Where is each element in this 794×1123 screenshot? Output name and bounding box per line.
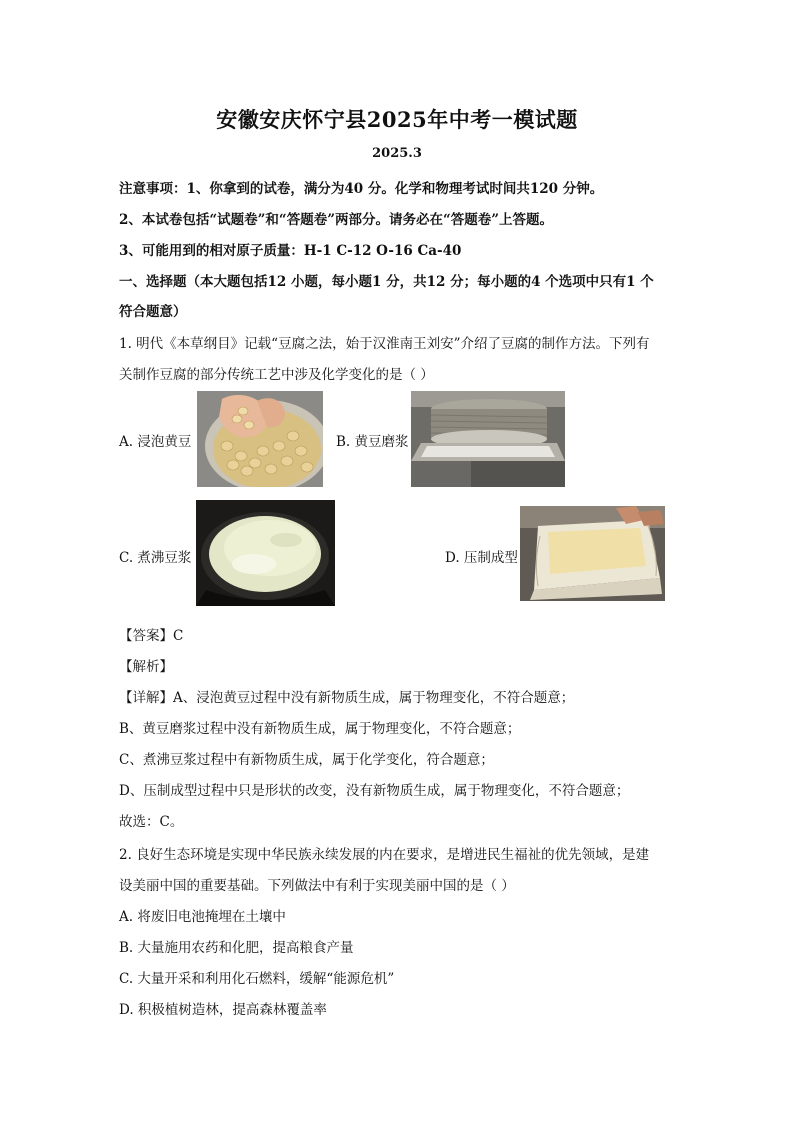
notes-line-2: 2、本试卷包括“试题卷”和“答题卷”两部分。请务必在“答题卷”上答题。 <box>119 212 553 228</box>
section-heading: 一、选择题（本大题包括12 小题，每小题1 分，共12 分；每小题的4 个选项中只有1 个 <box>119 274 654 290</box>
q2-stem-cont: 设美丽中国的重要基础。下列做法中有利于实现美丽中国的是（ ） <box>119 878 515 894</box>
q1-analysis-label: 【解析】 <box>119 659 173 675</box>
q1-stem-cont: 关制作豆腐的部分传统工艺中涉及化学变化的是（ ） <box>119 367 434 383</box>
stone-mill-photo <box>411 391 565 487</box>
q2-stem: 2. 良好生态环境是实现中华民族永续发展的内在要求，是增进民生福祉的优先领域，是建 <box>119 847 650 863</box>
notes-line-3: 3、可能用到的相对原子质量：H-1 C-12 O-16 Ca-40 <box>119 243 462 259</box>
pressing-tofu-photo <box>520 506 665 601</box>
q1-detail-line: 故选：C。 <box>119 814 184 830</box>
q1-detail-line: D、压制成型过程中只是形状的改变，没有新物质生成，属于物理变化，不符合题意； <box>119 783 630 799</box>
q1-stem: 1. 明代《本草纲目》记载“豆腐之法，始于汉淮南王刘安”介绍了豆腐的制作方法。下列有 <box>119 336 650 352</box>
exam-title: 安徽安庆怀宁县2025年中考一模试题 <box>216 107 578 132</box>
section-heading-cont: 符合题意） <box>119 304 187 320</box>
notes-line-1: 注意事项：1、你拿到的试卷，满分为40 分。化学和物理考试时间共120 分钟。 <box>119 181 604 197</box>
q1-option-a-label: A. 浸泡黄豆 <box>119 434 192 450</box>
q1-detail-line: 【详解】A、浸泡黄豆过程中没有新物质生成，属于物理变化，不符合题意； <box>119 690 575 706</box>
q1-option-b-label: B. 黄豆磨浆 <box>336 434 409 450</box>
exam-date: 2025.3 <box>372 146 422 161</box>
q1-answer: 【答案】C <box>119 628 184 644</box>
q2-option-a: A. 将废旧电池掩埋在土壤中 <box>119 909 286 925</box>
q2-option-c: C. 大量开采和利用化石燃料，缓解“能源危机” <box>119 971 395 987</box>
q1-option-d-label: D. 压制成型 <box>445 550 518 566</box>
boiling-soymilk-photo <box>196 500 335 606</box>
q2-option-b: B. 大量施用农药和化肥，提高粮食产量 <box>119 940 354 956</box>
q1-detail-line: B、黄豆磨浆过程中没有新物质生成，属于物理变化，不符合题意； <box>119 721 521 737</box>
q1-option-c-label: C. 煮沸豆浆 <box>119 550 192 566</box>
soaked-beans-photo <box>197 391 323 487</box>
q2-option-d: D. 积极植树造林，提高森林覆盖率 <box>119 1002 327 1018</box>
q1-detail-line: C、煮沸豆浆过程中有新物质生成，属于化学变化，符合题意； <box>119 752 494 768</box>
